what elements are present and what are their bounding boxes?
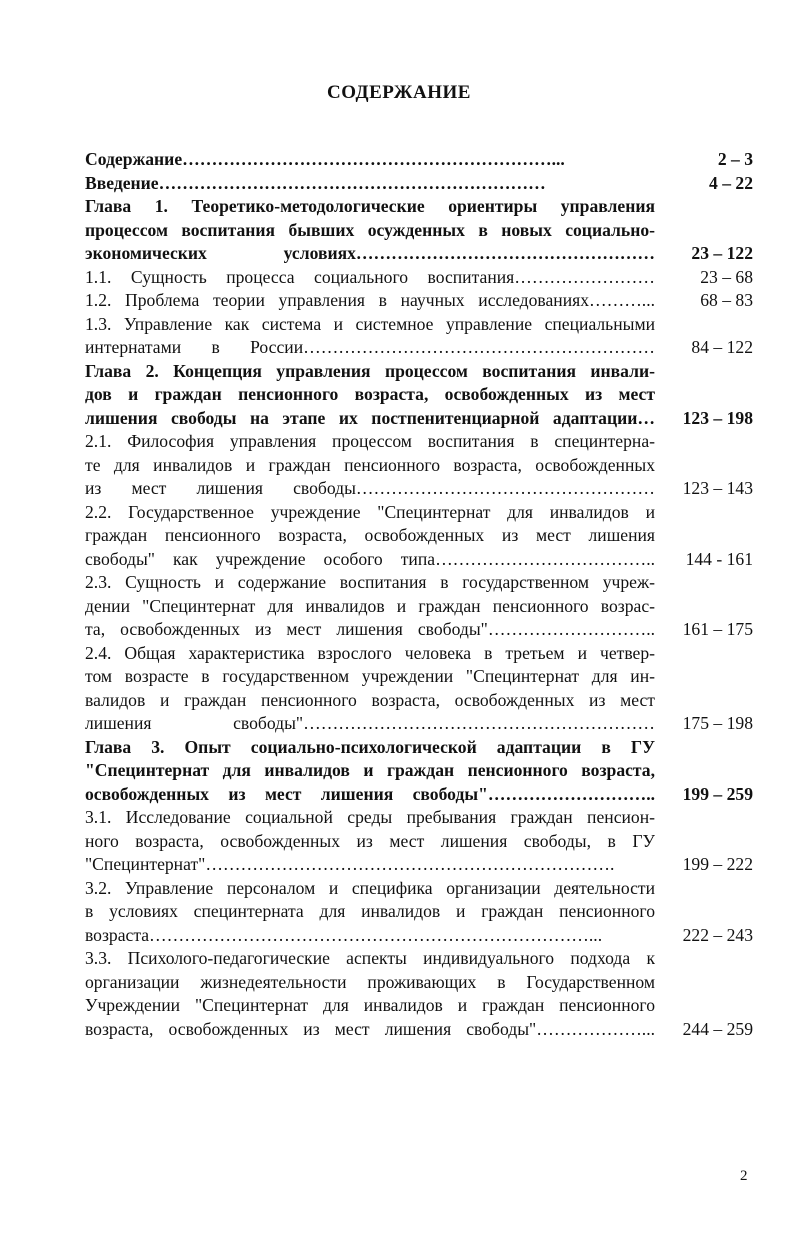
toc-entry-pages: 84 – 122 — [691, 337, 753, 357]
toc-entry-pages: 222 – 243 — [682, 924, 753, 945]
toc-entry-line: 2.1. Философия управления процессом воспитания в специнтерна- — [85, 431, 655, 451]
toc-entry-line: 1.2. Проблема теории управления в научных исследованиях………... — [85, 290, 655, 310]
page-number: 2 — [740, 1168, 748, 1184]
toc-entry-line: интернатами в России…………………………………………………… — [85, 337, 655, 357]
toc-entry-title — [85, 289, 655, 313]
toc-entry-line: ного возраста, освобожденных из мест лишения свободы, в ГУ — [85, 830, 655, 851]
toc-entry-line: лишения свободы"…………………………………………………… — [85, 713, 655, 733]
toc-entry-line: лишения свободы на этапе их постпенитенциарной адаптации… — [85, 407, 655, 428]
toc-entry-pages: 2 – 3 — [717, 149, 753, 169]
toc-entry — [85, 266, 753, 290]
toc-entry-line: 2.3. Сущность и содержание воспитания в государственном учреж- — [85, 572, 655, 592]
toc-entry-title — [85, 642, 655, 736]
toc-entry-pages: 161 – 175 — [682, 619, 753, 639]
toc-entry — [85, 172, 753, 196]
toc-entry — [85, 642, 753, 736]
toc-entry-line: "Специнтернат"……………………………………………………………. — [85, 854, 615, 874]
toc-entry-line: свободы" как учреждение особого типа……………………………….. — [85, 548, 655, 569]
toc-entry-line: процессом воспитания бывших осужденных в новых социально- — [85, 219, 655, 240]
toc-entry — [85, 313, 753, 360]
toc-entry-line: 2.2. Государственное учреждение "Специнтернат для инвалидов и — [85, 501, 655, 522]
toc-entry — [85, 360, 753, 431]
toc-entry-title — [85, 430, 655, 501]
toc-entry-line: 3.1. Исследование социальной среды пребывания граждан пенсион- — [85, 807, 655, 827]
toc-entry — [85, 289, 753, 313]
toc-entry-line: в условиях специнтерната для инвалидов и граждан пенсионного — [85, 901, 655, 921]
toc-entry-pages: 68 – 83 — [700, 290, 753, 310]
toc-entry-line: дении "Специнтернат для инвалидов и граждан пенсионного возрас- — [85, 595, 655, 616]
toc-entry-pages: 175 – 198 — [682, 713, 753, 733]
toc-entry-title — [85, 736, 655, 807]
toc-entry-line: освобожденных из мест лишения свободы"……………………….. — [85, 783, 655, 804]
toc-entry-line: 3.3. Психолого-педагогические аспекты индивидуального подхода к — [85, 948, 655, 968]
toc-entry-title — [85, 501, 655, 572]
toc-entry-title — [85, 148, 655, 172]
toc-entry-title — [85, 172, 655, 196]
toc-entry-line: Учреждении "Специнтернат для инвалидов и граждан пенсионного — [85, 995, 655, 1015]
toc-entry — [85, 430, 753, 501]
toc-entry-pages: 123 – 198 — [682, 407, 753, 428]
toc-entry-line: возраста…………………………………………………………………... — [85, 924, 603, 945]
toc-entry-pages: 144 - 161 — [685, 548, 753, 569]
toc-entry — [85, 947, 753, 1041]
toc-entry-pages: 199 – 259 — [682, 783, 753, 804]
toc-entry-line: валидов и граждан пенсионного возраста, освобожденных из мест — [85, 689, 655, 710]
toc-entry-pages: 199 – 222 — [682, 854, 753, 874]
toc-entry-line: "Специнтернат для инвалидов и граждан пенсионного возраста, — [85, 760, 655, 780]
page-title: СОДЕРЖАНИЕ — [327, 82, 471, 103]
table-of-contents — [85, 148, 753, 1041]
toc-entry-title — [85, 571, 655, 642]
toc-entry-line: возраста, освобожденных из мест лишения свободы"………………... — [85, 1018, 655, 1039]
toc-entry-line: 1.3. Управление как система и системное управление специальными — [85, 313, 655, 334]
toc-entry-title — [85, 313, 655, 360]
toc-entry — [85, 736, 753, 807]
toc-entry-pages: 244 – 259 — [682, 1018, 753, 1039]
toc-entry-line: Глава 3. Опыт социально-психологической адаптации в ГУ — [85, 736, 655, 757]
toc-entry — [85, 571, 753, 642]
toc-entry-title — [85, 195, 655, 266]
toc-entry-pages: 123 – 143 — [682, 478, 753, 498]
toc-entry-pages: 4 – 22 — [709, 172, 753, 193]
toc-entry-line: 2.4. Общая характеристика взрослого человека в третьем и четвер- — [85, 642, 655, 663]
toc-entry-line: граждан пенсионного возраста, освобожденных из мест лишения — [85, 525, 655, 545]
toc-entry — [85, 501, 753, 572]
toc-entry-line: те для инвалидов и граждан пенсионного возраста, освобожденных — [85, 454, 655, 475]
toc-entry-title — [85, 806, 655, 877]
toc-entry — [85, 195, 753, 266]
toc-entry-line: дов и граждан пенсионного возраста, освобожденных из мест — [85, 384, 655, 404]
toc-entry-line: Содержание………………………………………………………... — [85, 149, 565, 169]
toc-entry-title — [85, 877, 655, 948]
toc-entry-line: экономических условиях…………………………………………… — [85, 243, 655, 263]
toc-entry-title — [85, 360, 655, 431]
toc-entry — [85, 806, 753, 877]
toc-entry — [85, 877, 753, 948]
toc-entry-line: 1.1. Сущность процесса социального воспитания…………………… — [85, 266, 655, 287]
toc-entry-line: организации жизнедеятельности проживающих в Государственном — [85, 971, 655, 992]
toc-entry — [85, 148, 753, 172]
toc-entry-line: том возрасте в государственном учреждении "Специнтернат для ин- — [85, 666, 655, 686]
toc-entry-line: Глава 1. Теоретико-методологические ориентиры управления — [85, 196, 655, 216]
toc-entry-pages: 23 – 68 — [700, 266, 753, 287]
toc-entry-title — [85, 947, 655, 1041]
toc-entry-pages: 23 – 122 — [691, 243, 753, 263]
toc-entry-line: та, освобожденных из мест лишения свободы"……………………….. — [85, 619, 655, 639]
toc-entry-title — [85, 266, 655, 290]
toc-entry-line: Введение………………………………………………………… — [85, 172, 546, 193]
toc-entry-line: Глава 2. Концепция управления процессом воспитания инвали- — [85, 360, 655, 381]
toc-entry-line: из мест лишения свободы…………………………………………… — [85, 478, 655, 498]
toc-entry-line: 3.2. Управление персоналом и специфика организации деятельности — [85, 877, 655, 898]
